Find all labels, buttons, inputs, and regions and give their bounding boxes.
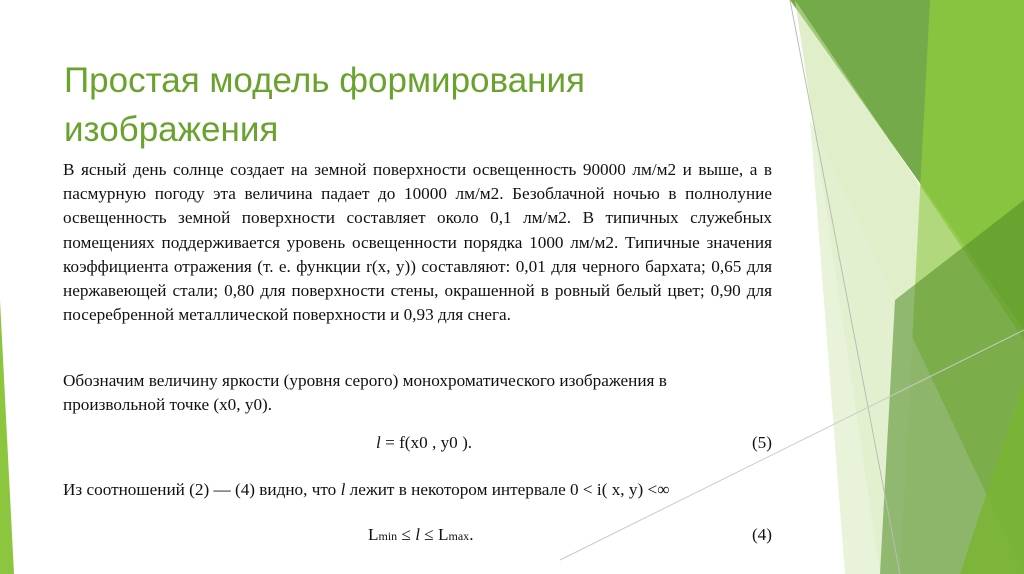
- paragraph-illumination: В ясный день солнце создает на земной поверхности освещенность 90000 лм/м2 и выше, а в пасмурную погоду эта величина падает до 10000 лм/м2. Безоблачной ночью в полнолуние освещенность земной поверхности составляет около 0,1 лм/м2. В типичных служебных помещениях поддерживается уровень освещенности порядка 1000 лм/м2. Типичные значения коэффициента отражения (т. е. функции r(x, y)) составляют: 0,01 для черного бархата; 0,65 для нержавеющей стали; 0,80 для поверхности стены, окрашенной в ровный белый цвет; 0,90 для посеребренной металлической поверхности и 0,93 для снега.: [63, 160, 772, 325]
- formula-interval-end: .: [469, 525, 474, 544]
- formula-interval-max: max: [448, 529, 470, 543]
- formula-brightness: [376, 432, 472, 454]
- formula-interval-min: min: [378, 529, 398, 543]
- formula-interval-L2: L: [438, 525, 449, 544]
- paragraph-interval-var: l: [340, 480, 346, 499]
- formula-interval-L1: L: [368, 525, 379, 544]
- slide-title: [64, 56, 764, 154]
- slide-title-line-2: изображения: [64, 110, 279, 149]
- formula-brightness-var: l: [376, 433, 381, 452]
- formula-interval-le2: ≤: [419, 525, 439, 544]
- paragraph-interval-lead: Из соотношений (2) — (4) видно, что: [63, 480, 341, 499]
- equation-number-4: (4): [751, 525, 772, 544]
- deco-left-sliver: [0, 300, 14, 574]
- formula-interval-le1: ≤: [397, 525, 416, 544]
- paragraph-interval-tail: лежит в некотором интервале 0 < i( x, y) <∞: [345, 480, 670, 499]
- paragraph-interval: [63, 479, 772, 501]
- slide-title-line-1: Простая модель формирования: [64, 61, 586, 100]
- formula-interval: [368, 524, 473, 547]
- formula-brightness-rhs: = f(x0 , y0 ).: [380, 433, 473, 452]
- equation-number-5: (5): [751, 433, 772, 452]
- formula-interval-var: l: [415, 525, 420, 544]
- paragraph-brightness-definition: Обозначим величину яркости (уровня серого) монохроматического изображения в произвольной точке (x0, y0).: [63, 371, 667, 415]
